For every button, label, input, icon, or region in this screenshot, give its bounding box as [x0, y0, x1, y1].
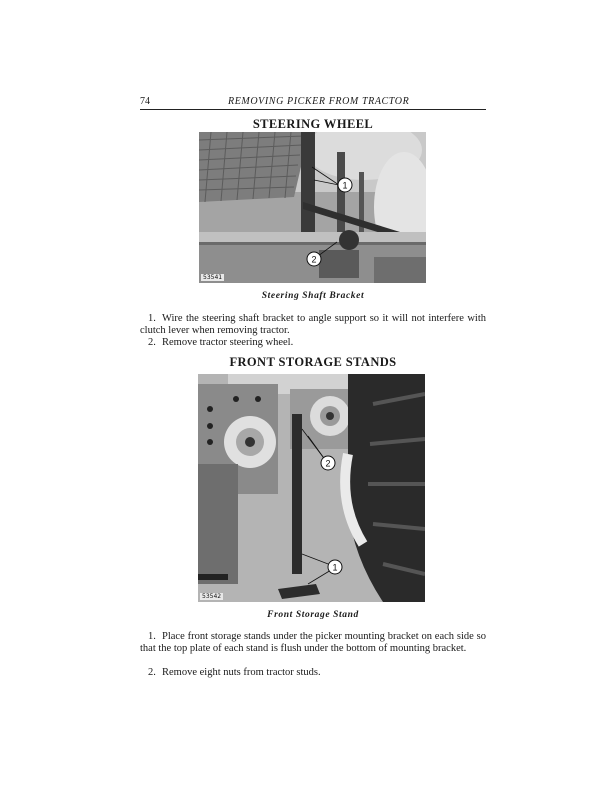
- steering-shaft-bracket-photo: [199, 132, 426, 283]
- step-text: Place front storage stands under the picker mounting bracket on each side so that the top plate of each stand is flush under the bottom of mounting bracket.: [140, 631, 486, 654]
- front-storage-stand-photo: [198, 374, 425, 602]
- step-text: Wire the steering shaft bracket to angle support so it will not interfere with clutch lever when removing tractor.: [140, 313, 486, 336]
- step-text: Remove tractor steering wheel.: [162, 337, 294, 348]
- step-paragraph: [140, 337, 486, 349]
- step-number: 2.: [148, 337, 156, 348]
- running-title: REMOVING PICKER FROM TRACTOR: [228, 96, 410, 107]
- section-heading-steering-wheel: STEERING WHEEL: [252, 117, 374, 131]
- callout-2-label: 2: [325, 458, 331, 469]
- step-paragraph: [140, 631, 486, 655]
- figure-caption: Steering Shaft Bracket: [261, 291, 365, 301]
- photo-code: 53542: [202, 593, 222, 600]
- step-paragraph: [140, 313, 486, 337]
- running-header: [140, 96, 486, 110]
- callout-1-label: 1: [332, 562, 338, 573]
- section-heading-front-storage-stands: FRONT STORAGE STANDS: [229, 355, 397, 369]
- callout-2-label: 2: [311, 254, 317, 265]
- page-number: 74: [140, 96, 150, 107]
- step-text: Remove eight nuts from tractor studs.: [162, 667, 321, 678]
- photo-code: 53541: [203, 274, 223, 281]
- step-number: 1.: [148, 631, 156, 642]
- figure-caption: Front Storage Stand: [267, 610, 359, 620]
- step-paragraph: [140, 667, 486, 679]
- callout-1-label: 1: [342, 180, 348, 191]
- step-number: 1.: [148, 313, 156, 324]
- step-number: 2.: [148, 667, 156, 678]
